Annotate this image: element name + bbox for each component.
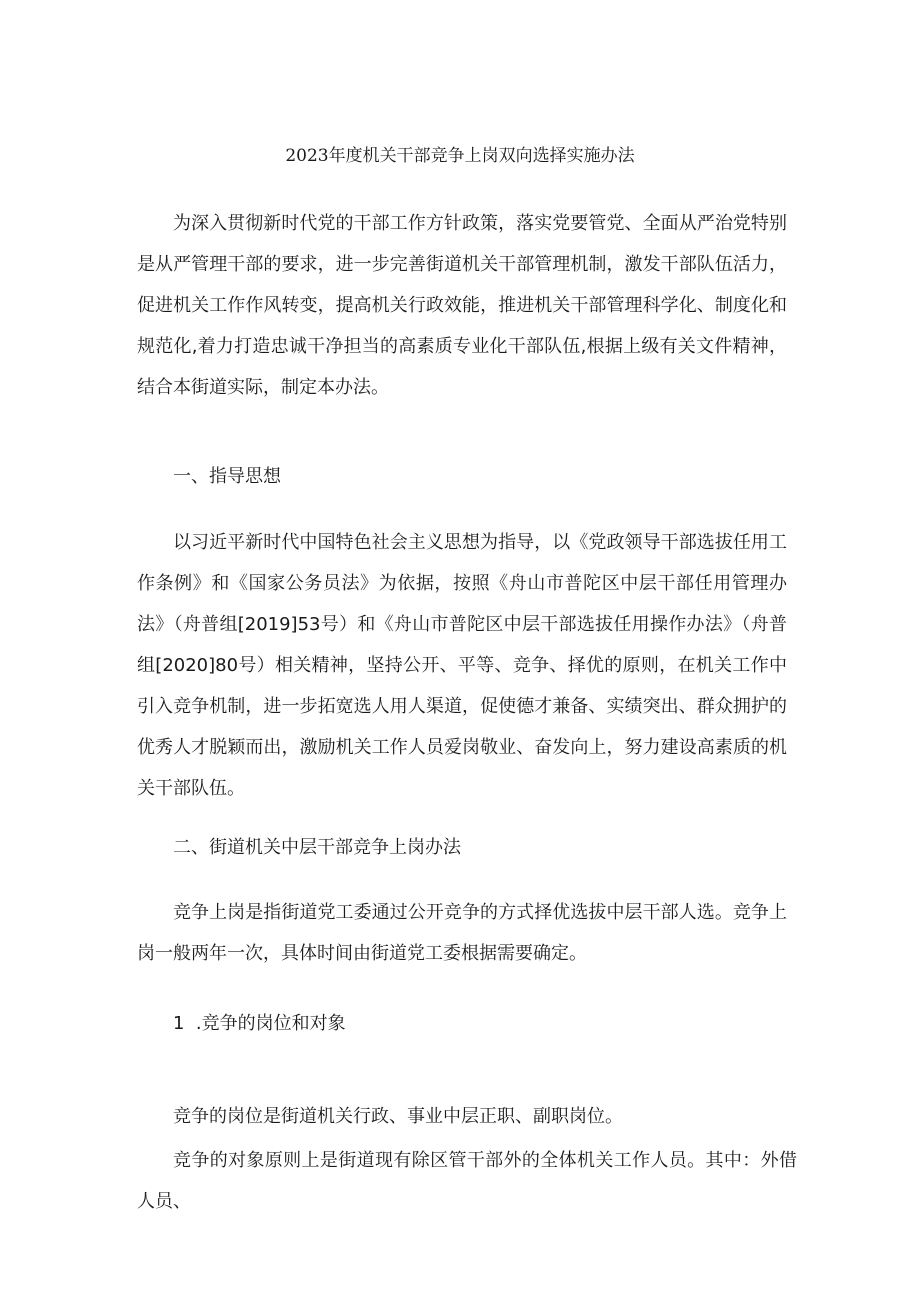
section-heading-guiding-thought: 一、指导思想 [173, 466, 281, 487]
positions-paragraph: 竞争的岗位是街道机关行政、事业中层正职、副职岗位。 [173, 1106, 623, 1127]
intro-paragraph: 为深入贯彻新时代党的干部工作方针政策，落实党要管党、全面从严治党特别是从严管理干部的要求，进一步完善街道机关干部管理机制，激发干部队伍活力，促进机关工作作风转变，提高机关行政效能，推进机关干部管理科学化、制度化和规范化,着力打造忠诚干净担当的高素质专业化干部队伍,根据上级有关文件精神，结合本街道实际，制定本办法。 [137, 213, 787, 398]
subsection-heading-positions-and-objects: 1 .竞争的岗位和对象 [173, 1013, 346, 1034]
competition-definition-paragraph: 竞争上岗是指街道党工委通过公开竞争的方式择优选拔中层干部人选。竞争上岗一般两年一次，具体时间由街道党工委根据需要确定。 [137, 902, 787, 964]
objects-paragraph: 竞争的对象原则上是街道现有除区管干部外的全体机关工作人员。其中：外借人员、 [137, 1150, 797, 1212]
document-title: 2023年度机关干部竞争上岗双向选择实施办法 [285, 146, 635, 166]
section-heading-competition-method: 二、街道机关中层干部竞争上岗办法 [173, 837, 461, 858]
guiding-thought-paragraph: 以习近平新时代中国特色社会主义思想为指导，以《党政领导干部选拔任用工作条例》和《国家公务员法》为依据，按照《舟山市普陀区中层干部任用管理办法》（舟普组[2019]53号）和《舟山市普陀区中层干部选拔任用操作办法》（舟普组[2020]80号）相关精神，坚持公开、平等、竞争、择优的原则，在机关工作中引入竞争机制，进一步拓宽选人用人渠道，促使德才兼备、实绩突出、群众拥护的优秀人才脱颖而出，激励机关工作人员爱岗敬业、奋发向上，努力建设高素质的机关干部队伍。 [137, 532, 787, 799]
